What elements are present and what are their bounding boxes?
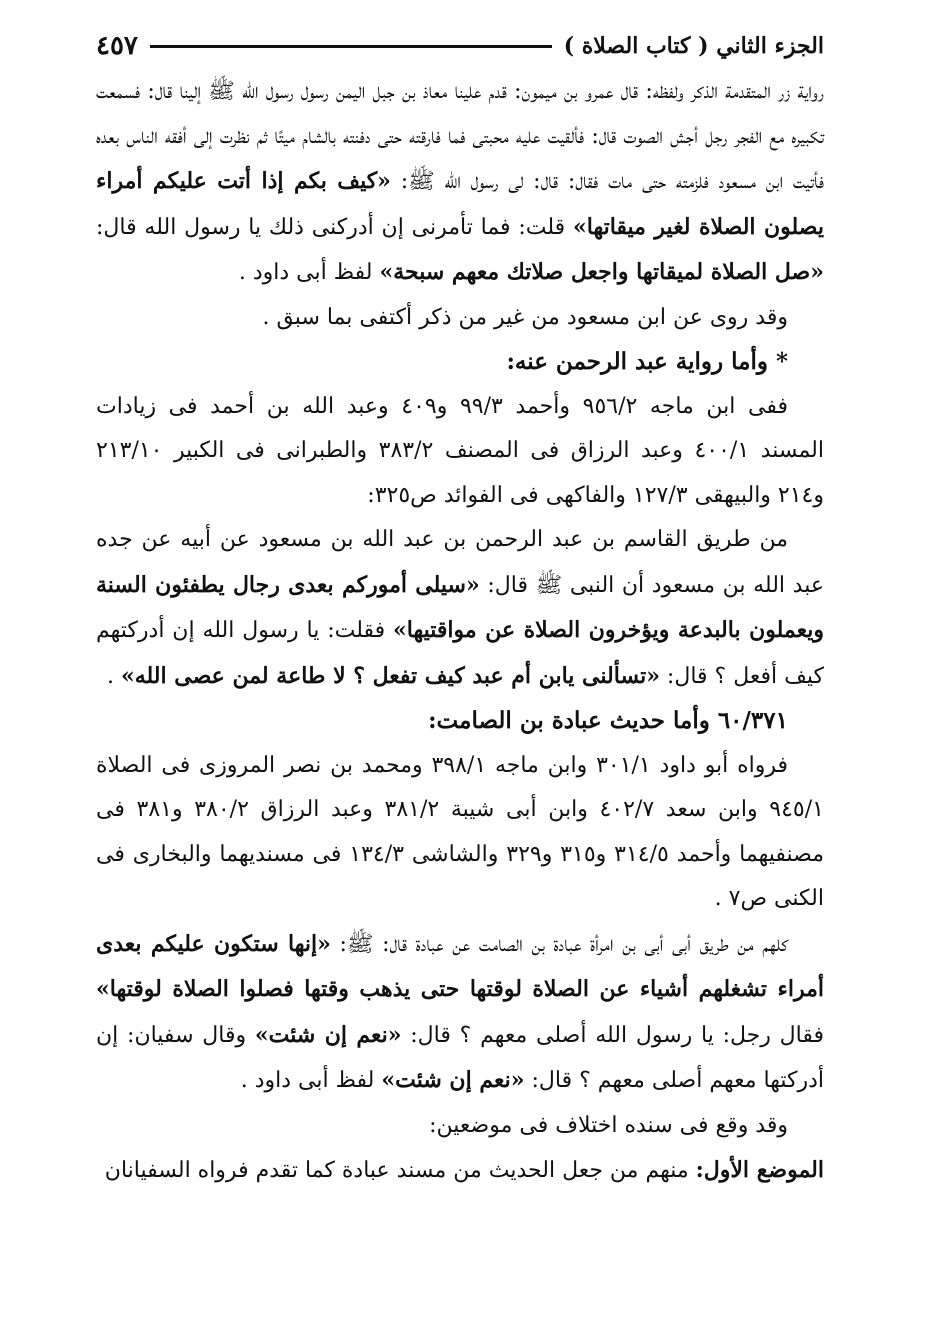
hadith-quote: «سيلى أموركم بعدى رجال يطفئون السنة ويعملون بالبدعة ويؤخرون الصلاة عن مواقتيها» — [96, 571, 824, 643]
text-run: فقلت: يا رسول الله إن أدركتهم كيف أفعل ؟ قال: — [96, 618, 824, 689]
header-rule — [150, 45, 552, 48]
hadith-quote: «صل الصلاة لميقاتها واجعل صلاتك معهم سبحة» — [379, 259, 824, 285]
paragraph-ubada-chain — [96, 922, 824, 1104]
text-run: لفظ أبى داود . — [240, 1068, 382, 1093]
running-title: الجزء الثاني ( كتاب الصلاة ) — [563, 33, 824, 59]
section-heading-ubada: ٦٠/٣٧١ وأما حديث عبادة بن الصامت: — [428, 707, 788, 734]
text-run: رواية زر المتقدمة الذكر ولفظه: قال عمرو بن ميمون: قدم علينا معاذ بن جبل اليمن رسول رسول الله ﷺ إلينا قال: فسمعت تكبيره مع الفجر رجل أجش الصوت قال: فألقيت عليه محبتى فما فارقته حتى دفنته بالشام ميتًا ثم نظرت إلى أفقه الناس بعده فأتيت ابن مسعود فلزمته حتى مات فقال: قال: لى رسول الله ﷺ: — [96, 79, 824, 194]
paragraph-first-position — [96, 1148, 824, 1194]
paragraph-sources-abd-rahman: ففى ابن ماجه ٩٥٦/٢ وأحمد ٩٩/٣ و٤٠٩ وعبد الله بن أحمد فى زيادات المسند ٤٠٠/١ وعبد الرزاق فى المصنف ٣٨٣/٢ والطبرانى فى الكبير ٢١٣/١٠ و٢١٤ والبيهقى ١٢٧/٣ والفاكهى فى الفوائد ص٣٢٥: — [96, 393, 824, 508]
paragraph-sources-ubada: فرواه أبو داود ٣٠١/١ وابن ماجه ٣٩٨/١ ومحمد بن نصر المروزى فى الصلاة ٩٤٥/١ وابن سعد ٤٠٢/٧ وابن أبى شيبة ٣٨١/٢ وعبد الرزاق ٣٨٠/٢ و٣٨١ فى مصنفيهما وأحمد ٣١٤/٥ و٣١٥ و٣٢٩ والشاشى ١٣٤/٣ فى مسنديهما والبخارى فى الكنى ص٧ . — [96, 752, 825, 911]
first-position-label: الموضع الأول: — [695, 1157, 824, 1183]
hadith-quote: «كيف بكم إذا أتت عليكم أمراء يصلون الصلاة لغير ميقاتها» — [96, 168, 824, 240]
hadith-quote: «إنها ستكون عليكم بعدى أمراء تشغلهم أشياء عن الصلاة لوقتها حتى يذهب وقتها فصلوا الصلاة لوقتها» — [96, 930, 824, 1002]
text-run: قلت: فما تأمرنى إن أدركنى ذلك يا رسول الله قال: — [96, 214, 573, 240]
text-run: كلهم من طريق أبى أبى بن امرأة عبادة بن الصامت عن عبادة قال: ﷺ: — [330, 931, 788, 957]
text-run: وقال سفيان: إن أدركتها معهم أصلى معهم ؟ قال: — [96, 1022, 824, 1093]
running-header — [96, 24, 824, 68]
book-page — [96, 24, 824, 1194]
paragraph-qasim-chain — [96, 518, 824, 699]
section-heading-abd-rahman: * وأما رواية عبد الرحمن عنه: — [506, 348, 788, 375]
page-number: ٤٥٧ — [96, 31, 138, 61]
hadith-quote: «نعم إن شئت» — [381, 1067, 525, 1093]
paragraph-ibn-masud-other: وقد روى عن ابن مسعود من غير من ذكر أكتفى بما سبق . — [262, 304, 788, 330]
text-run: منهم من جعل الحديث من مسند عبادة كما تقدم فرواه السفيانان — [104, 1158, 696, 1183]
text-run: من طريق القاسم بن عبد الرحمن بن عبد الله بن مسعود عن أبيه عن جده عبد الله بن مسعود أن النبى ﷺ قال: — [96, 527, 824, 598]
text-run: لفظ أبى داود . — [238, 260, 380, 285]
text-run: فقال رجل: يا رسول الله أصلى معهم ؟ قال: — [401, 1022, 824, 1048]
paragraph-zirr-narration — [96, 70, 824, 296]
hadith-quote: «نعم إن شئت» — [254, 1021, 402, 1048]
paragraph-isnad-difference: وقد وقع فى سنده اختلاف فى موضعين: — [429, 1112, 788, 1138]
page-body — [96, 70, 824, 1194]
text-run: . — [106, 663, 121, 689]
hadith-quote: «تسألنى يابن أم عبد كيف تفعل ؟ لا طاعة لمن عصى الله» — [120, 662, 660, 689]
